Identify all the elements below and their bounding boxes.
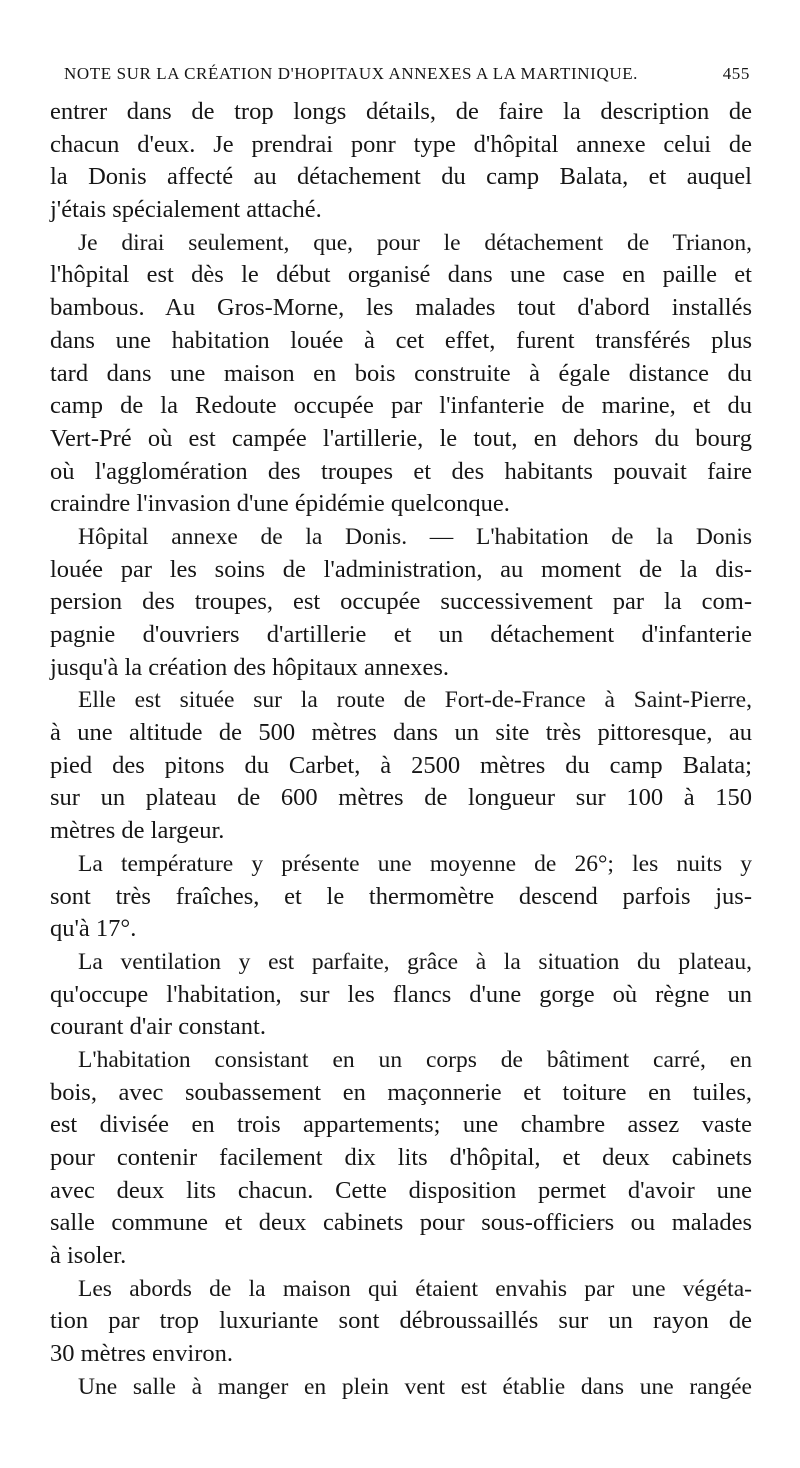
- text-line: pour contenir facilement dix lits d'hôpital, et deux cabinets: [50, 1144, 752, 1171]
- text-line: est divisée en trois appartements; une chambre assez vaste: [50, 1111, 752, 1139]
- text-line: mètres de largeur.: [50, 817, 225, 845]
- text-line: avec deux lits chacun. Cette disposition permet d'avoir une: [50, 1176, 752, 1204]
- body-text: [50, 96, 752, 1404]
- text-line: où l'agglomération des troupes et des habitants pouvait faire: [50, 457, 752, 485]
- text-line: sont très fraîches, et le thermomètre descend parfois jus-: [50, 882, 752, 910]
- text-line: chacun d'eux. Je prendrai ponr type d'hôpital annexe celui de: [50, 130, 752, 158]
- text-line: j'étais spécialement attaché.: [50, 196, 322, 224]
- page-number: 455: [722, 64, 750, 83]
- text-line: dans une habitation louée à cet effet, furent transférés plus: [50, 326, 752, 354]
- text-line: la Donis affecté au détachement du camp Balata, et auquel: [50, 163, 752, 191]
- text-line: craindre l'invasion d'une épidémie quelconque.: [50, 490, 510, 518]
- text-line: entrer dans de trop longs détails, de faire la description de: [50, 98, 752, 125]
- text-line: Je dirai seulement, que, pour le détachement de Trianon,: [78, 229, 752, 256]
- text-line: salle commune et deux cabinets pour sous-officiers ou malades: [50, 1209, 752, 1237]
- text-line: tion par trop luxuriante sont débroussaillés sur un rayon de: [50, 1307, 752, 1335]
- running-title: NOTE SUR LA CRÉATION D'HOPITAUX ANNEXES A LA MARTINIQUE.: [64, 64, 639, 83]
- running-head: [64, 62, 750, 86]
- text-line: qu'à 17°.: [50, 915, 137, 943]
- text-line: camp de la Redoute occupée par l'infanterie de marine, et du: [50, 392, 752, 420]
- text-line: La température y présente une moyenne de 26°; les nuits y: [78, 850, 752, 877]
- text-line: bois, avec soubassement en maçonnerie et toiture en tuiles,: [50, 1078, 752, 1106]
- text-line: L'habitation consistant en un corps de bâtiment carré, en: [78, 1046, 752, 1073]
- text-line: persion des troupes, est occupée successivement par la com-: [50, 588, 752, 616]
- text-line: tard dans une maison en bois construite à égale distance du: [50, 359, 752, 387]
- text-line: 30 mètres environ.: [50, 1340, 234, 1368]
- text-line: l'hôpital est dès le début organisé dans une case en paille et: [50, 261, 752, 289]
- text-line: courant d'air constant.: [50, 1013, 266, 1041]
- text-line: Hôpital annexe de la Donis. — L'habitation de la Donis: [78, 523, 752, 550]
- text-line: pied des pitons du Carbet, à 2500 mètres du camp Balata;: [50, 751, 752, 779]
- text-line: Les abords de la maison qui étaient envahis par une végéta-: [78, 1275, 752, 1302]
- text-line: à isoler.: [50, 1242, 127, 1270]
- text-line: sur un plateau de 600 mètres de longueur sur 100 à 150: [50, 784, 752, 812]
- text-line: La ventilation y est parfaite, grâce à la situation du plateau,: [78, 948, 752, 975]
- text-line: louée par les soins de l'administration, au moment de la dis-: [50, 555, 752, 583]
- text-line: à une altitude de 500 mètres dans un site très pittoresque, au: [50, 719, 752, 747]
- text-line: bambous. Au Gros-Morne, les malades tout d'abord installés: [50, 294, 752, 322]
- text-line: pagnie d'ouvriers d'artillerie et un détachement d'infanterie: [50, 621, 752, 648]
- text-line: Vert-Pré où est campée l'artillerie, le tout, en dehors du bourg: [50, 424, 752, 452]
- text-line: qu'occupe l'habitation, sur les flancs d'une gorge où règne un: [50, 980, 752, 1008]
- text-line: Une salle à manger en plein vent est établie dans une rangée: [78, 1373, 752, 1400]
- text-line: jusqu'à la création des hôpitaux annexes.: [50, 653, 450, 681]
- text-line: Elle est située sur la route de Fort-de-France à Saint-Pierre,: [78, 687, 752, 714]
